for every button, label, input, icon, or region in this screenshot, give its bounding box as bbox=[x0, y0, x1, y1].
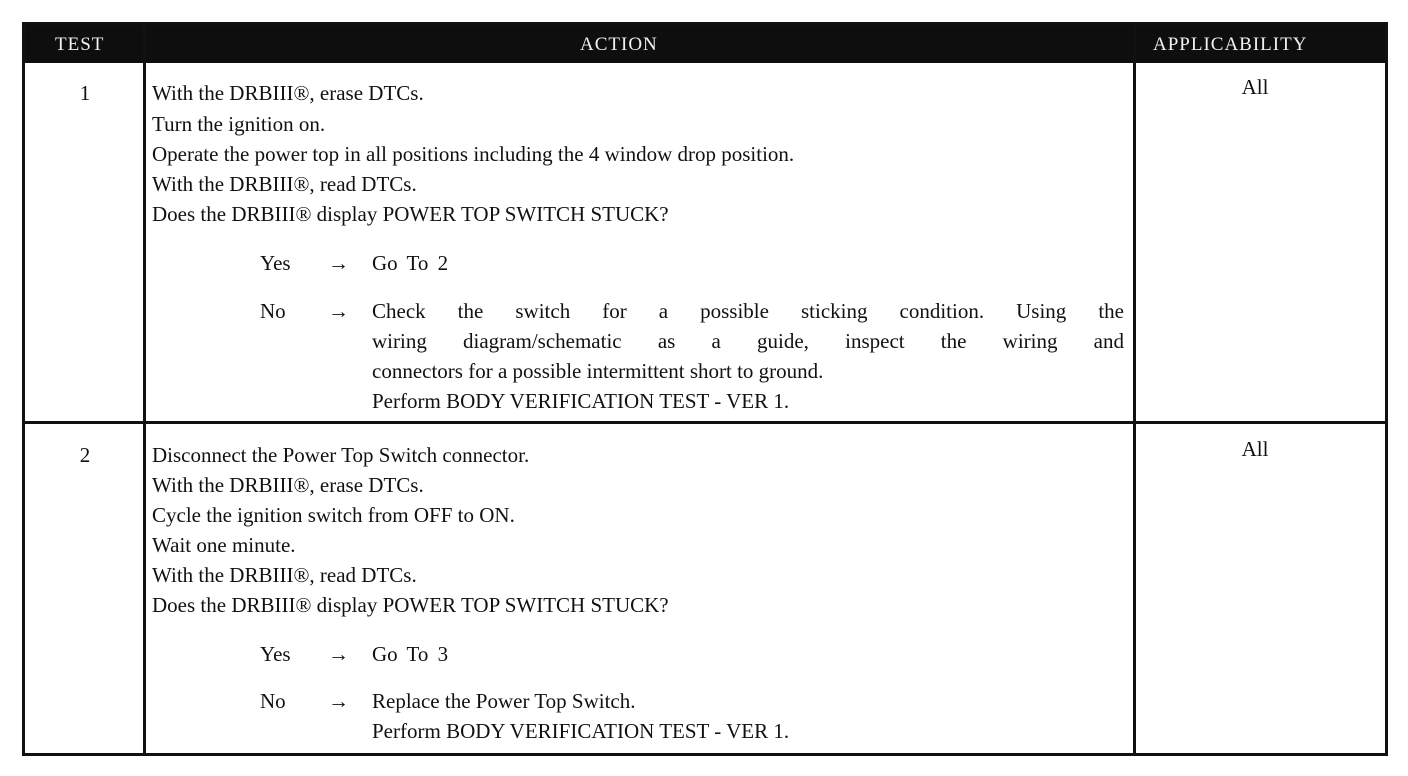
no-action-line: Perform BODY VERIFICATION TEST - VER 1. bbox=[372, 389, 790, 413]
yes-action: Go To 3 bbox=[372, 642, 449, 666]
action-step: Does the DRBIII® display POWER TOP SWITCH STUCK? bbox=[152, 202, 669, 226]
applicability-value: All bbox=[1241, 75, 1269, 99]
header-action: ACTION bbox=[580, 34, 658, 55]
action-step: Disconnect the Power Top Switch connector. bbox=[152, 443, 530, 467]
arrow-icon: → bbox=[328, 689, 349, 713]
header-test: TEST bbox=[55, 34, 105, 55]
action-step: With the DRBIII®, read DTCs. bbox=[152, 172, 417, 196]
action-step: Does the DRBIII® display POWER TOP SWITCH STUCK? bbox=[152, 593, 669, 617]
header-applicability: APPLICABILITY bbox=[1153, 34, 1308, 55]
action-step: With the DRBIII®, erase DTCs. bbox=[152, 473, 424, 497]
table-header bbox=[25, 25, 1385, 63]
no-action-line: Check the switch for a possible sticking condition. Using the bbox=[372, 299, 1124, 323]
test-number: 1 bbox=[79, 81, 91, 105]
action-step: Cycle the ignition switch from OFF to ON. bbox=[152, 503, 515, 527]
action-step: Turn the ignition on. bbox=[152, 112, 326, 136]
no-action-line: Perform BODY VERIFICATION TEST - VER 1. bbox=[372, 719, 790, 743]
no-action-line: Replace the Power Top Switch. bbox=[372, 689, 636, 713]
arrow-icon: → bbox=[328, 642, 349, 666]
arrow-icon: → bbox=[328, 299, 349, 323]
no-label: No bbox=[260, 689, 286, 713]
no-action-line: wiring diagram/schematic as a guide, inspect the wiring and bbox=[372, 329, 1124, 353]
diagnostic-test-table bbox=[22, 22, 1388, 756]
action-step: With the DRBIII®, read DTCs. bbox=[152, 563, 417, 587]
yes-label: Yes bbox=[260, 642, 291, 666]
no-action-line: connectors for a possible intermittent short to ground. bbox=[372, 359, 824, 383]
action-step: Wait one minute. bbox=[152, 533, 296, 557]
yes-label: Yes bbox=[260, 251, 291, 275]
action-step: With the DRBIII®, erase DTCs. bbox=[152, 81, 424, 105]
action-step: Operate the power top in all positions including the 4 window drop position. bbox=[152, 142, 795, 166]
test-number: 2 bbox=[79, 443, 91, 467]
row-divider bbox=[25, 421, 1385, 424]
applicability-value: All bbox=[1241, 437, 1269, 461]
arrow-icon: → bbox=[328, 251, 349, 275]
yes-action: Go To 2 bbox=[372, 251, 449, 275]
column-divider-test bbox=[143, 25, 146, 753]
column-divider-applicability bbox=[1133, 25, 1136, 753]
no-label: No bbox=[260, 299, 286, 323]
